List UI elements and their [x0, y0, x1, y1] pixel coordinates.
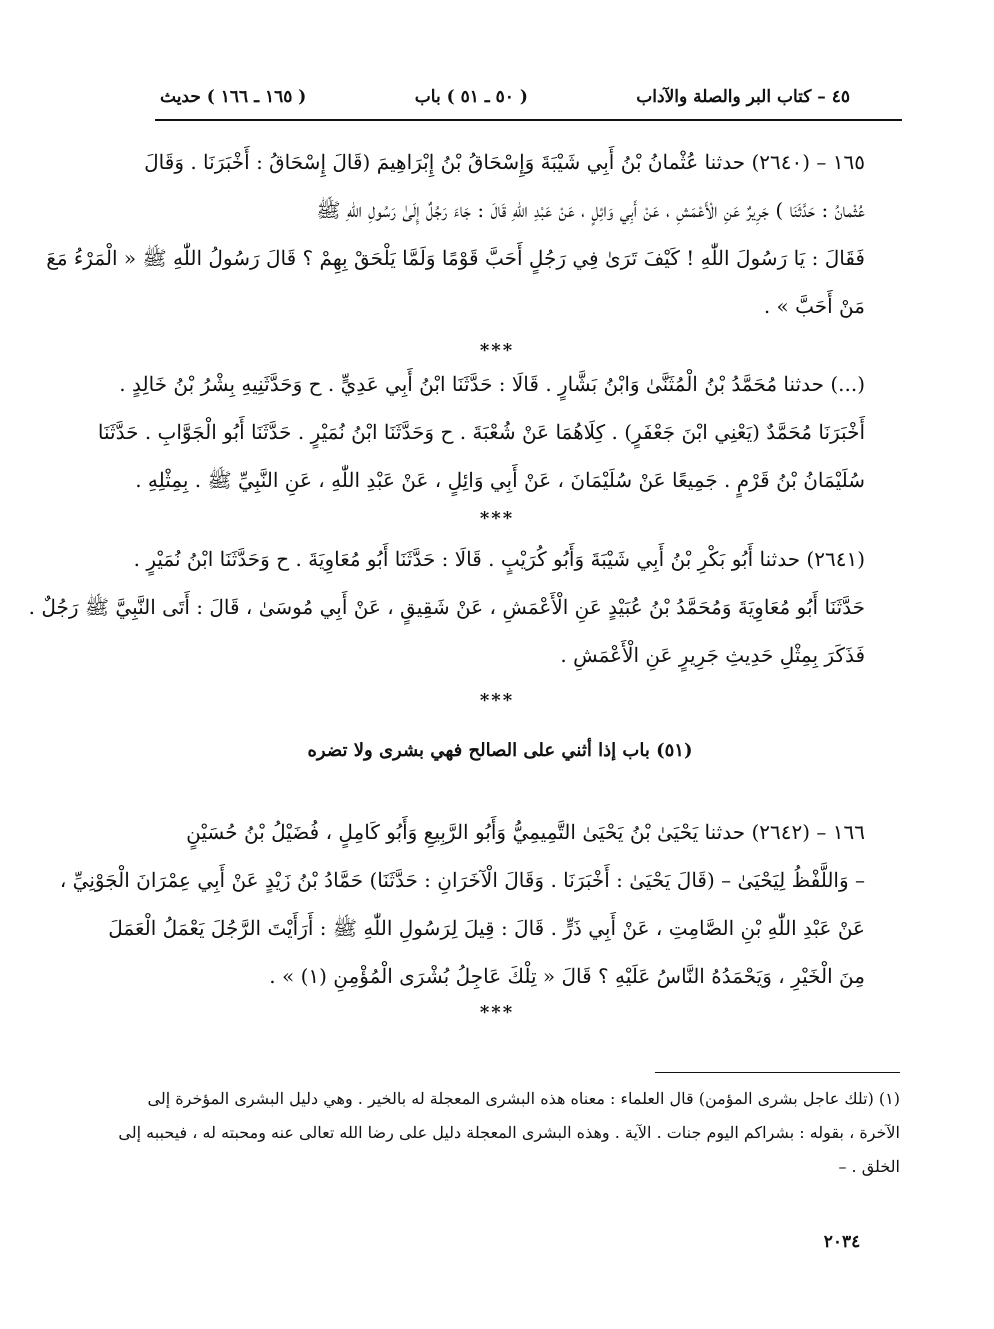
- footnote-line-1: (١) (تلك عاجل بشرى المؤمن) قال العلماء : معناه هذه البشرى المعجلة له بالخير . وهي دليل البشرى المؤخرة إلى: [147, 1089, 900, 1108]
- hadith-165-line-1: ١٦٥ – (٢٦٤٠) حدثنا عُثْمانُ بْنُ أَبِي شَيْبَةَ وَإِسْحَاقُ بْنُ إِبْرَاهِيمَ (قَالَ إِسْحَاقُ : أَخْبَرَنَا . وَقَالَ: [144, 150, 865, 174]
- hadith-2641-line-2: حَدَّثَنَا أَبُو مُعَاوِيَةَ وَمُحَمَّدُ بْنُ عُبَيْدٍ عَنِ الْأَعْمَشِ ، عَنْ شَقِيقٍ ، عَنْ أَبِي مُوسَىٰ ، قَالَ : أَتَى النَّبِيَّ ﷺ رَجُلٌ .: [28, 595, 865, 619]
- hadith-166-line-2: – وَاللَّفْظُ لِيَحْيَىٰ – (قَالَ يَحْيَىٰ : أَخْبَرَنَا . وَقَالَ الْآخَرَانِ : حَدَّثَنَا) حَمَّادُ بْنُ زَيْدٍ عَنْ أَبِي عِمْرَانَ الْجَوْنِيِّ ،: [59, 868, 865, 892]
- hadith-165: [46, 138, 865, 330]
- running-header: [160, 80, 850, 114]
- header-divider: [155, 119, 902, 121]
- hadith-165-chain-line-1: (...) حدثنا مُحَمَّدُ بْنُ الْمُثَنَّىٰ وَابْنُ بَشَّارٍ . قَالَا : حَدَّثَنَا ابْنُ أَبِي عَدِيٍّ . ح وَحَدَّثَنِيهِ بِشْرُ بْنُ خَالِدٍ .: [119, 372, 865, 396]
- header-chapter-range: ( ٥٠ ـ ٥١ ) باب: [414, 87, 528, 107]
- section-separator: ***: [479, 508, 515, 529]
- footnote-divider: [655, 1072, 900, 1073]
- hadith-2641: [28, 535, 865, 679]
- footnote-line-2: الآخرة ، بقوله : بشراكم اليوم جنات . الآية . وهذه البشرى المعجلة دليل على رضا الله تعالى عنه ومحبته له ، فيحببه إلى: [118, 1123, 900, 1142]
- hadith-165-line-3: فَقَالَ : يَا رَسُولَ اللّٰهِ ! كَيْفَ تَرَىٰ فِي رَجُلٍ أَحَبَّ قَوْمًا وَلَمَّا يَلْحَقْ بِهِمْ ؟ قَالَ رَسُولُ اللّٰهِ ﷺ « الْمَرْءُ مَعَ: [46, 246, 865, 270]
- header-book-title: ٤٥ – كتاب البر والصلة والآداب: [636, 87, 850, 107]
- section-separator: ***: [479, 1002, 515, 1023]
- hadith-165-chain-line-3: سُلَيْمَانُ بْنُ قَرْمٍ . جَمِيعًا عَنْ سُلَيْمَانَ ، عَنْ أَبِي وَائِلٍ ، عَنْ عَبْدِ اللّٰهِ ، عَنِ النَّبِيِّ ﷺ . بِمِثْلِهِ .: [135, 468, 865, 492]
- hadith-166-line-4: مِنَ الْخَيْرِ ، وَيَحْمَدُهُ النَّاسُ عَلَيْهِ ؟ قَالَ « تِلْكَ عَاجِلُ بُشْرَى الْمُؤْمِنِ (١) » .: [269, 964, 865, 988]
- header-hadith-range: ( ١٦٥ ـ ١٦٦ ) حديث: [160, 87, 307, 107]
- hadith-2641-line-3: فَذَكَرَ بِمِثْلِ حَدِيثِ جَرِيرٍ عَنِ الْأَعْمَشِ .: [560, 643, 865, 667]
- hadith-165-chain: [97, 360, 865, 504]
- hadith-166: [59, 808, 865, 1000]
- page-number: ٢٠٣٤: [823, 1232, 861, 1252]
- hadith-166-line-1: ١٦٦ – (٢٦٤٢) حدثنا يَحْيَىٰ بْنُ يَحْيَىٰ التَّمِيمِيُّ وَأَبُو الرَّبِيعِ وَأَبُو كَامِلٍ ، فُضَيْلُ بْنُ حُسَيْنٍ: [186, 820, 865, 844]
- hadith-165-chain-line-2: أَخْبَرَنَا مُحَمَّدٌ (يَعْنِي ابْنَ جَعْفَرٍ) . كِلَاهُمَا عَنْ شُعْبَةَ . ح وَحَدَّثَنَا ابْنُ نُمَيْرٍ . حَدَّثَنَا أَبُو الْجَوَّابِ . حَدَّثَنَا: [97, 420, 865, 444]
- chapter-title: (٥١) باب إذا أثني على الصالح فهي بشرى ولا تضره: [307, 740, 693, 761]
- hadith-2641-line-1: (٢٦٤١) حدثنا أَبُو بَكْرِ بْنُ أَبِي شَيْبَةَ وَأَبُو كُرَيْبٍ . قَالَا : حَدَّثَنَا أَبُو مُعَاوِيَةَ . ح وَحَدَّثَنَا ابْنُ نُمَيْرٍ .: [133, 547, 865, 571]
- hadith-166-line-3: عَنْ عَبْدِ اللّٰهِ بْنِ الصَّامِتِ ، عَنْ أَبِي ذَرٍّ . قَالَ : قِيلَ لِرَسُولِ اللّٰهِ ﷺ : أَرَأَيْتَ الرَّجُلَ يَعْمَلُ الْعَمَلَ: [108, 916, 865, 940]
- hadith-165-line-4: مَنْ أَحَبَّ » .: [763, 294, 865, 318]
- section-separator: ***: [479, 340, 515, 361]
- hadith-165-line-2: عُثْمانُ : حَدَّثَنَا ) جَرِيرٌ عَنِ الْأَعْمَشِ ، عَنْ أَبِي وَائِلٍ ، عَنْ عَبْدِ اللّٰهِ قَالَ : جَاءَ رَجُلٌ إِلَىٰ رَسُولِ اللّٰهِ ﷺ: [316, 198, 865, 222]
- footnote: [118, 1082, 900, 1184]
- footnote-line-3: الخلق . –: [838, 1157, 900, 1176]
- section-separator: ***: [479, 690, 515, 711]
